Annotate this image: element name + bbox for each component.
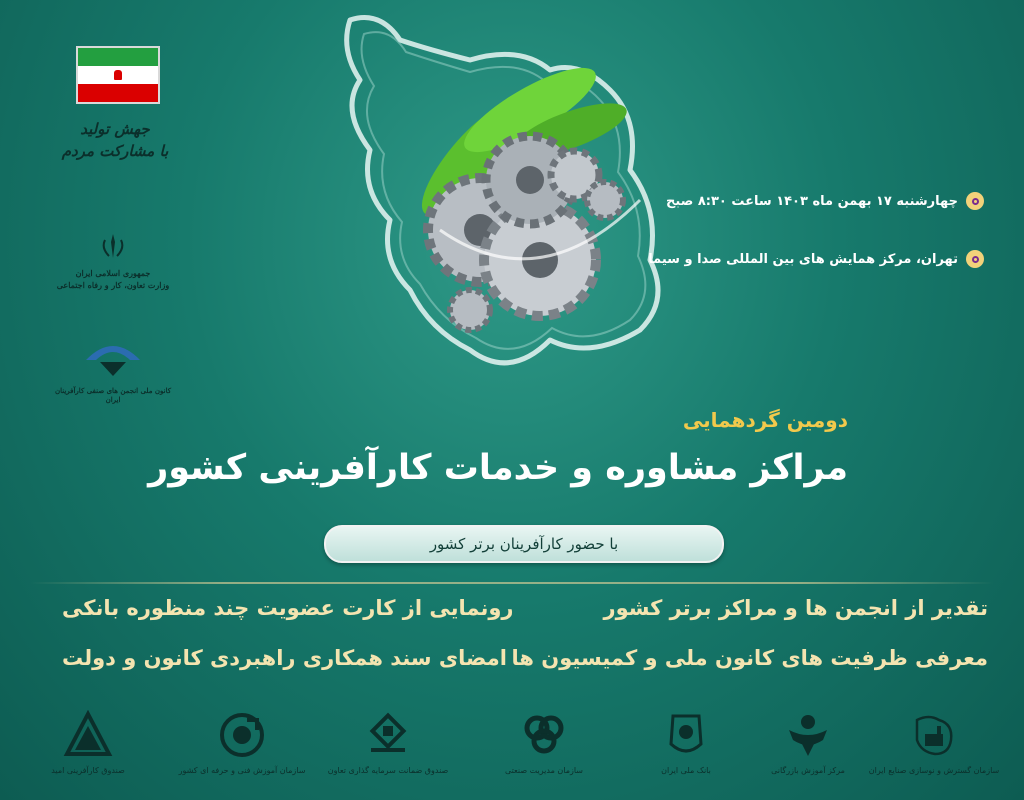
event-title: مراکز مشاوره و خدمات کارآفرینی کشور — [148, 448, 848, 488]
ministry-line-2: وزارت تعاون، کار و رفاه اجتماعی — [56, 280, 170, 290]
association-emblem-icon — [82, 338, 144, 378]
event-date: چهارشنبه ۱۷ بهمن ماه ۱۴۰۳ ساعت ۸:۳۰ صبح — [666, 193, 958, 209]
factory-map-icon — [909, 710, 959, 760]
iran-map-gears-illustration — [320, 0, 700, 400]
pattern-knot-icon — [363, 710, 413, 760]
national-association-logo — [48, 338, 178, 404]
partner-label: سازمان آموزش فنی و حرفه ای کشور — [178, 766, 306, 775]
event-subtitle: دومین گردهمایی — [682, 408, 848, 432]
partner-logo — [496, 710, 592, 794]
person-book-icon — [783, 710, 833, 760]
partner-label: بانک ملی ایران — [661, 766, 711, 775]
event-location: تهران، مرکز همایش های بین المللی صدا و سیما — [648, 251, 958, 267]
partner-label: مرکز آموزش بازرگانی — [771, 766, 845, 775]
flag-emblem-icon — [114, 70, 122, 80]
partner-logo — [40, 710, 136, 794]
partner-logo — [760, 710, 856, 794]
ministry-logo — [48, 232, 178, 291]
partner-label: صندوق ضمانت سرمایه گذاری تعاون — [327, 766, 449, 775]
agenda-item: تقدیر از انجمن ها و مراکز برتر کشور — [603, 596, 988, 620]
triangle-mountain-icon — [63, 710, 113, 760]
agenda-item: معرفی ظرفیت های کانون ملی و کمیسیون ها — [511, 646, 988, 670]
iran-flag — [76, 46, 160, 104]
bank-melli-icon — [661, 710, 711, 760]
iran-emblem-icon — [99, 232, 127, 260]
event-date-row — [666, 192, 984, 210]
slogan-line-2: با مشارکت مردم — [61, 142, 169, 160]
agenda-item: امضای سند همکاری راهبردی کانون و دولت — [62, 646, 507, 670]
calendar-pin-icon — [966, 192, 984, 210]
event-location-row — [648, 250, 984, 268]
slogan-logo — [60, 118, 170, 162]
section-divider — [30, 582, 994, 584]
partner-label: صندوق کارآفرینی امید — [51, 766, 125, 775]
partner-logo — [868, 710, 1000, 794]
partner-label: سازمان مدیریت صنعتی — [504, 766, 584, 775]
partner-logo — [327, 710, 449, 794]
partner-label: سازمان گسترش و نوسازی صنایع ایران — [868, 766, 1000, 775]
association-name: کانون ملی انجمن های صنفی کارآفرینان ایران — [54, 386, 172, 404]
ministry-line-1: جمهوری اسلامی ایران — [75, 268, 151, 278]
agenda-item: رونمایی از کارت عضویت چند منظوره بانکی — [62, 596, 514, 620]
gear-circle-icon — [217, 710, 267, 760]
partner-logo — [178, 710, 306, 794]
tagline-pill: با حضور کارآفرینان برتر کشور — [324, 525, 724, 563]
partner-logo — [638, 710, 734, 794]
location-pin-icon — [966, 250, 984, 268]
loops-icon — [519, 710, 569, 760]
slogan-line-1: جهش تولید — [80, 120, 150, 138]
